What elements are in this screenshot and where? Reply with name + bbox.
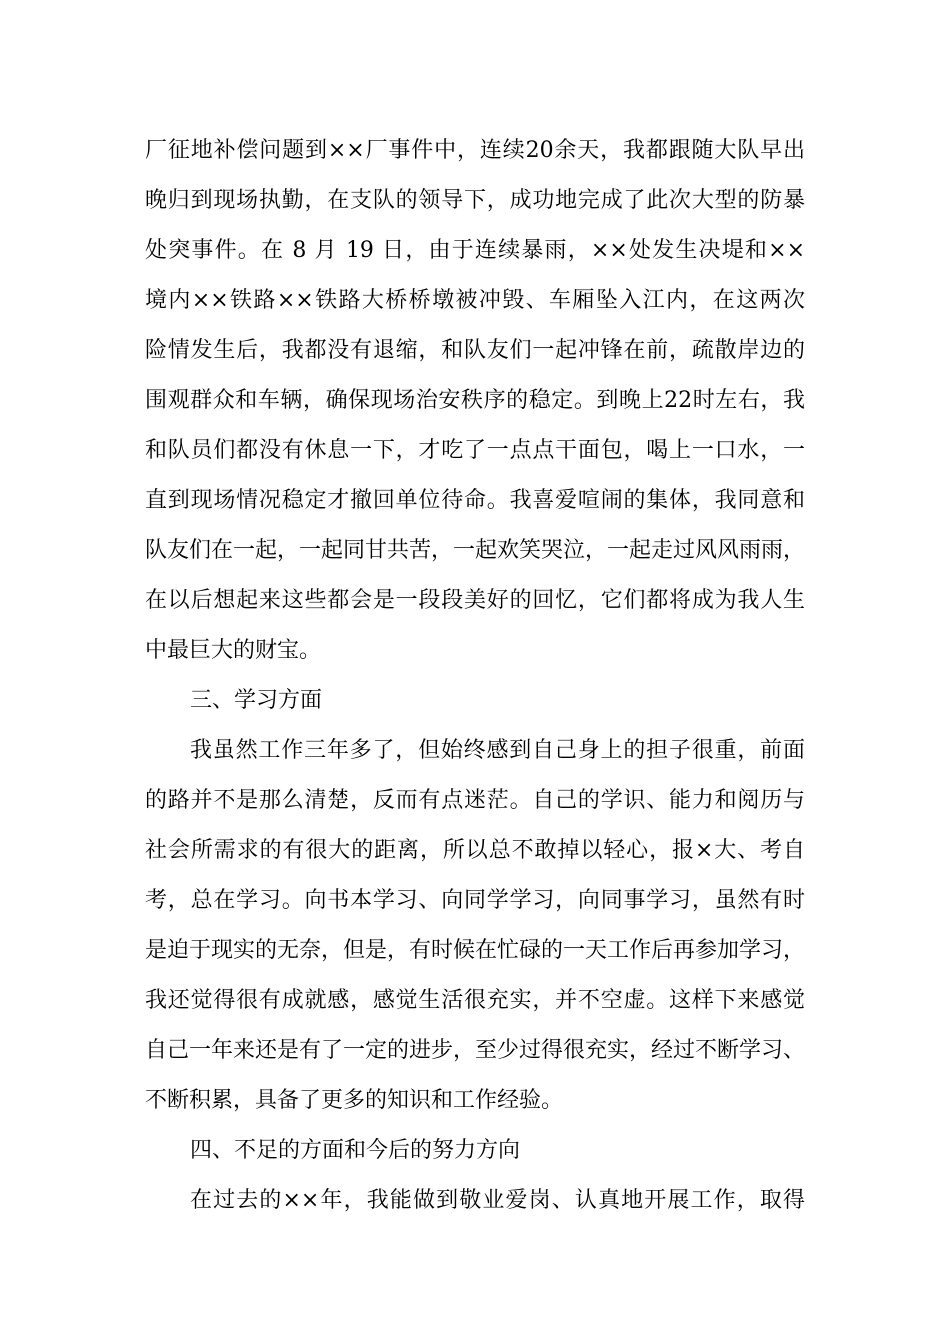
text-line: 处突事件。在 8 月 19 日，由于连续暴雨，××处发生决堤和×× [145, 238, 805, 263]
text-line: 境内××铁路××铁路大桥桥墩被冲毁、车厢坠入江内，在这两次 [145, 288, 805, 313]
text-line: 的路并不是那么清楚，反而有点迷茫。自己的学识、能力和阅历与 [145, 788, 805, 813]
text-line: 在过去的××年，我能做到敬业爱岗、认真地开展工作，取得 [190, 1188, 805, 1213]
text-line: 厂征地补偿问题到××厂事件中，连续20余天，我都跟随大队早出 [145, 138, 805, 163]
text-line: 围观群众和车辆，确保现场治安秩序的稳定。到晚上22时左右，我 [145, 388, 805, 413]
text-line: 我还觉得很有成就感，感觉生活很充实，并不空虚。这样下来感觉 [145, 988, 805, 1013]
text-line: 在以后想起来这些都会是一段段美好的回忆，它们都将成为我人生 [145, 588, 805, 613]
text-line: 我虽然工作三年多了，但始终感到自己身上的担子很重，前面 [190, 738, 805, 763]
text-line: 晚归到现场执勤，在支队的领导下，成功地完成了此次大型的防暴 [145, 188, 805, 213]
text-line: 险情发生后，我都没有退缩，和队友们一起冲锋在前，疏散岸边的 [145, 338, 805, 363]
text-line: 队友们在一起，一起同甘共苦，一起欢笑哭泣，一起走过风风雨雨， [145, 538, 806, 563]
text-line: 考，总在学习。向书本学习、向同学学习，向同事学习，虽然有时 [145, 888, 805, 913]
section-heading: 三、学习方面 [190, 688, 323, 713]
text-line: 和队员们都没有休息一下，才吃了一点点干面包，喝上一口水，一 [145, 438, 805, 463]
text-line: 自己一年来还是有了一定的进步，至少过得很充实，经过不断学习、 [145, 1038, 806, 1063]
text-line: 是迫于现实的无奈，但是，有时候在忙碌的一天工作后再参加学习， [145, 938, 806, 963]
text-line: 不断积累，具备了更多的知识和工作经验。 [145, 1088, 564, 1113]
text-line: 中最巨大的财宝。 [145, 638, 322, 663]
text-line: 直到现场情况稳定才撤回单位待命。我喜爱喧闹的集体，我同意和 [145, 488, 805, 513]
text-line: 社会所需求的有很大的距离，所以总不敢掉以轻心，报×大、考自 [145, 838, 805, 863]
section-heading: 四、不足的方面和今后的努力方向 [190, 1138, 521, 1163]
